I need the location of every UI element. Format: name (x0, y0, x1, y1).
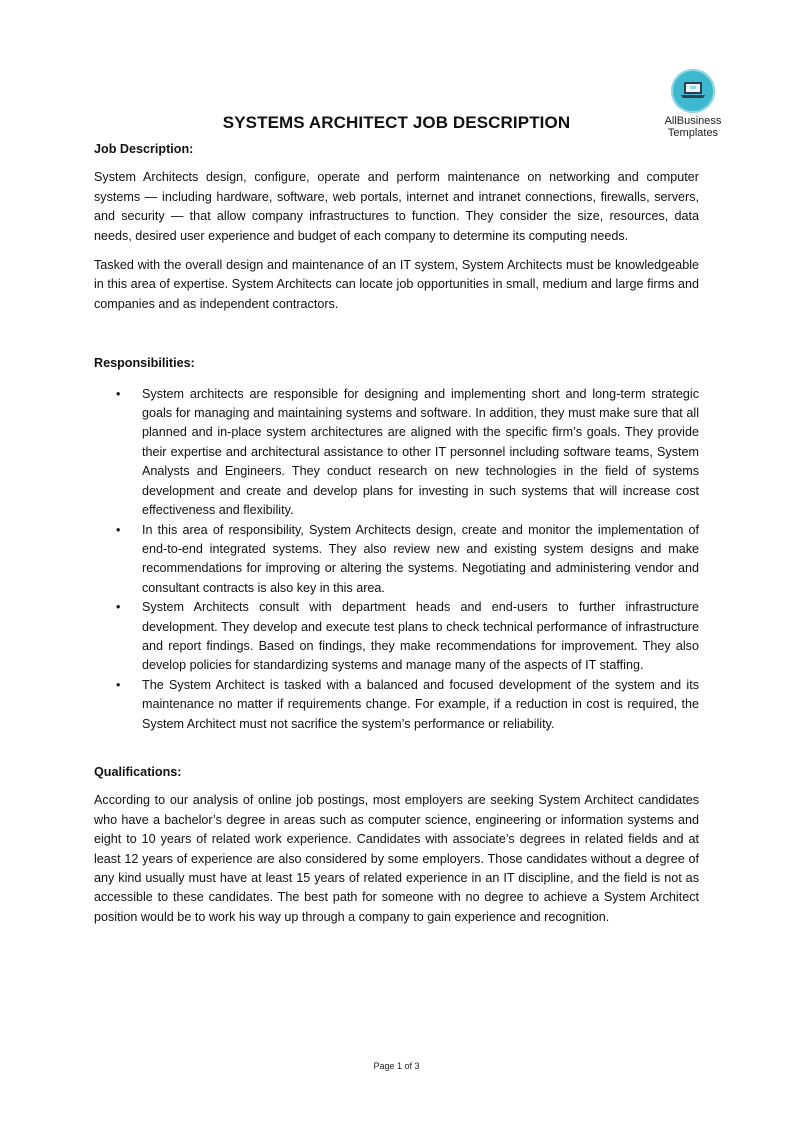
bullet-icon: • (116, 386, 121, 401)
bullet-icon: • (116, 600, 121, 615)
list-item (94, 598, 699, 676)
list-item (94, 385, 699, 521)
logo-line-2: Templates (667, 127, 719, 139)
document-body (94, 140, 699, 927)
list-item-text: System architects are responsible for designing and implementing short and long-term strategic goals for managing and maintaining systems and software. In addition, they must make sure that all planned and in-place system architectures are aligned with the specific firm’s goals. They provide their expertise and architectural assistance to other IT personnel including software teams, System Analysts and Engineers. They conduct research on new technologies in the field of systems development and create and develop plans for investing in such systems that will increase cost effectiveness and flexibility. (142, 386, 699, 518)
list-item-text: The System Architect is tasked with a balanced and focused development of the system and its maintenance no matter if requirements change. For example, if a reduction in cost is required, the System Architect must not sacrifice the system’s performance or reliability. (142, 677, 699, 731)
list-item (94, 676, 699, 734)
laptop-icon (680, 80, 706, 100)
logo-line-1: AllBusiness (664, 115, 722, 127)
qualifications-paragraph: According to our analysis of online job postings, most employers are seeking System Architect candidates who have a bachelor’s degree in areas such as computer science, engineering or information systems and eight to 10 years of related work experience. Candidates with associate’s degrees in related fields and at least 12 years of experience are also considered by some employers. Those candidates without a degree of any kind usually must have at least 15 years of related experience in an IT discipline, and the field is not as accessible to these candidates. The best path for someone with no degree to achieve a System Architect position would be to work his way up through a company to gain experience and recognition. (94, 793, 699, 924)
responsibilities-list (94, 385, 699, 734)
bullet-icon: • (116, 522, 121, 537)
logo-badge (671, 69, 715, 113)
page-title: SYSTEMS ARCHITECT JOB DESCRIPTION (222, 113, 571, 132)
responsibilities-heading: Responsibilities: (94, 356, 195, 371)
page-footer: Page 1 of 3 (373, 1061, 420, 1071)
list-item (94, 521, 699, 599)
bullet-icon: • (116, 677, 121, 692)
list-item-text: System Architects consult with department heads and end-users to further infrastructure development. They develop and execute test plans to check technical performance of infrastructure and report findings. Based on findings, they make recommendations for improvement. They also develop policies for standardizing systems and manage many of the aspects of IT staffing. (142, 600, 699, 673)
qualifications-heading: Qualifications: (94, 764, 182, 779)
list-item-text: In this area of responsibility, System Architects design, create and monitor the implementation of end-to-end integrated systems. They also review new and existing system designs and make recommendations for improving or altering the systems. Negotiating and administering vendor and consultant contracts is also key in this area. (142, 522, 699, 595)
job-description-paragraph: Tasked with the overall design and maintenance of an IT system, System Architects must be knowledgeable in this area of expertise. System Architects can locate job opportunities in small, medium and large firms and companies and as independent contractors. (94, 258, 699, 311)
job-description-paragraph: System Architects design, configure, operate and perform maintenance on networking and computer systems — including hardware, software, web portals, internet and intranet connections, firewalls, servers, and security — that allow company infrastructures to function. They consider the size, resources, data needs, desired user experience and budget of each company to determine its computing needs. (94, 170, 699, 243)
job-description-heading: Job Description: (94, 142, 194, 156)
